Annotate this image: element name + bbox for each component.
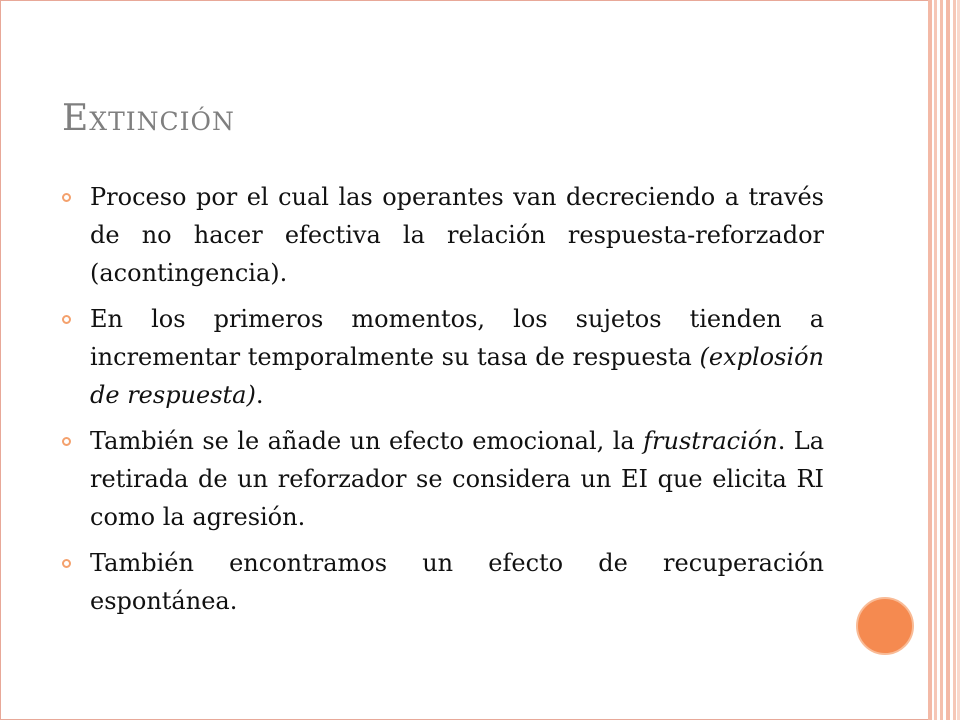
bullet-circle-icon (62, 193, 71, 202)
bullet-text-part: En los primeros momentos, los sujetos tienden a incrementar temporalmente su tasa de respuesta (90, 305, 824, 371)
bullet-item-2 (62, 300, 824, 414)
bullet-text-part: También encontramos un efecto de recuperación espontánea. (90, 549, 824, 615)
bullet-circle-icon (62, 315, 71, 324)
bullet-text (90, 544, 824, 620)
bullet-text (90, 422, 824, 536)
bullet-text-italic: (explosión de respuesta) (90, 343, 824, 409)
bullet-item-3 (62, 422, 824, 536)
bullet-text-part: . (255, 381, 264, 409)
decorative-stripe (953, 0, 956, 720)
bullet-text-part: . La retirada de un reforzador se considera un EI que elicita RI como la agresión. (90, 427, 825, 531)
bullet-item-4 (62, 544, 824, 620)
bullet-text-part: Proceso por el cual las operantes van decreciendo a través de no hacer efectiva la relación respuesta-reforzador (acontingencia). (90, 183, 824, 287)
bullet-list (62, 178, 824, 628)
decorative-circle-icon (856, 597, 914, 655)
bullet-text-italic: frustración (643, 427, 778, 455)
decorative-stripe (928, 0, 932, 720)
decorative-stripe (946, 0, 950, 720)
bullet-text-part: También se le añade un efecto emocional, la (90, 427, 644, 455)
decorative-stripe (934, 0, 937, 720)
bullet-text (90, 300, 824, 414)
slide-title: Extinción (62, 98, 235, 139)
bullet-circle-icon (62, 559, 71, 568)
decorative-stripe (940, 0, 943, 720)
bullet-text (90, 178, 824, 292)
bullet-item-1 (62, 178, 824, 292)
bullet-circle-icon (62, 437, 71, 446)
